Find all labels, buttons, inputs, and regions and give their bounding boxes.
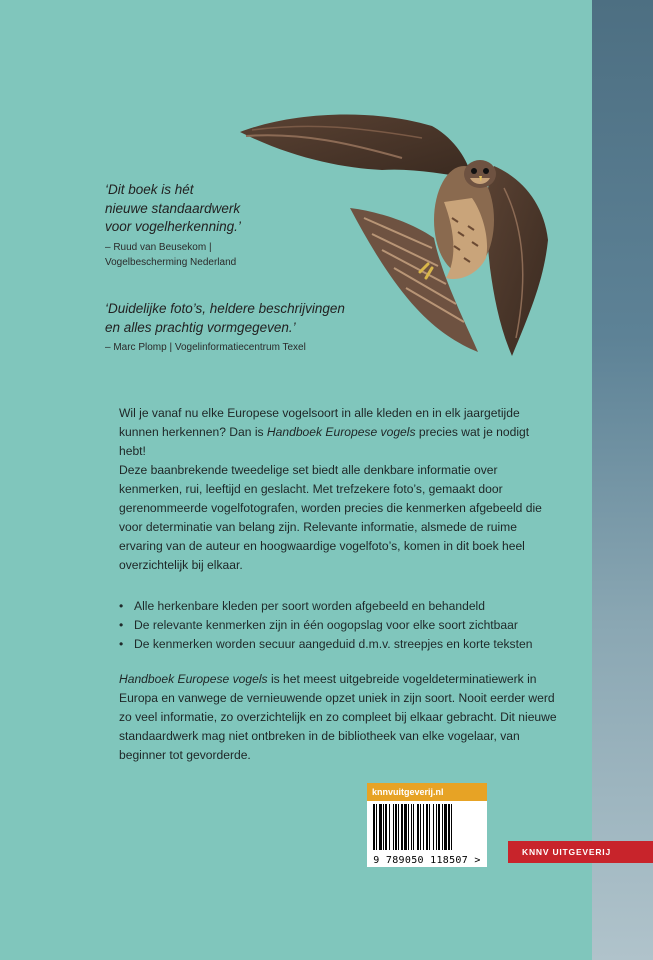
feature-list (119, 597, 559, 654)
quote-line: en alles prachtig vormgegeven.’ (105, 319, 296, 335)
publisher-url[interactable]: knnvuitgeverij.nl (367, 783, 487, 801)
barcode-bar (442, 804, 443, 850)
spine-strip (592, 0, 653, 960)
barcode-bar (426, 804, 428, 850)
intro-paragraph: Wil je vanaf nu elke Europese vogelsoort in alle kleden en in elk jaargetijde kunnen herkennen? Dan is Handboek Europese vogels precies wat je nodigt hebt! (119, 406, 530, 458)
barcode-bar (436, 804, 437, 850)
barcode-bar (423, 804, 424, 850)
barcode-bar (433, 804, 434, 850)
barcode-bar (451, 804, 452, 850)
closing-paragraph: Handboek Europese vogels is het meest uitgebreide vogeldeterminatiewerk in Europa en vanwege de vernieuwende opzet uniek in zijn soort. Nooit eerder werd zo veel informatie, zo overzichtelijk en zo compleet bij elkaar gebracht. Dit nieuwe standaardwerk mag niet ontbreken in de bibliotheek van elke vogelaar, van beginner tot gevorderde. (119, 672, 557, 762)
book-title: Handboek Europese vogels (119, 672, 268, 686)
publisher-logo: KNNV UITGEVERIJ (508, 841, 653, 863)
barcode-bar (413, 804, 414, 850)
barcode-bar (373, 804, 375, 850)
quote-1 (105, 181, 355, 270)
barcode-bar (385, 804, 387, 850)
list-item: • De relevante kenmerken zijn in één oogopslag voor elke soort zichtbaar (119, 616, 559, 635)
barcode-bar (404, 804, 407, 850)
barcode-bar (420, 804, 421, 850)
barcode-icon (371, 804, 483, 852)
isbn-number: 9 789050 118507 > (373, 855, 481, 866)
barcode-bar (448, 804, 450, 850)
barcode-bar (389, 804, 390, 850)
barcode-bar (444, 804, 447, 850)
book-title: Handboek Europese vogels (266, 425, 416, 439)
list-item: • Alle herkenbare kleden per soort worden afgebeeld en behandeld (119, 597, 559, 616)
barcode-bar (376, 804, 377, 850)
barcode-bar (393, 804, 394, 850)
description-paragraph: Deze baanbrekende tweedelige set biedt alle denkbare informatie over kenmerken, rui, leeftijd en geslacht. Met trefzekere foto’s, gemaakt door gerenommeerde vogelfotografen, worden precies die kenmerken afgebeeld die voor determinatie van belang zijn. Relevante informatie, alsmede de ruime ervaring van de auteur en hoogwaardige vogelfoto’s, komen in dit boek heel overzichtelijk bij elkaar. (119, 463, 542, 572)
quote-line: voor vogelherkenning.’ (105, 219, 241, 235)
quote-author: – Marc Plomp | Vogelinformatiecentrum Texel (105, 342, 306, 354)
barcode-bar (379, 804, 382, 850)
barcode-bar (398, 804, 399, 850)
list-item: • De kenmerken worden secuur aangeduid d.m.v. streepjes en korte teksten (119, 635, 559, 654)
barcode-bar (383, 804, 384, 850)
barcode-bar (438, 804, 440, 850)
barcode-bar (395, 804, 397, 850)
barcode-bar (429, 804, 430, 850)
barcode-bar (411, 804, 412, 850)
quote-2 (105, 300, 405, 355)
barcode-block (367, 783, 487, 867)
quote-line: nieuwe standaardwerk (105, 200, 241, 216)
quote-author: – Ruud van Beusekom | Vogelbescherming Nederland (105, 241, 237, 268)
quote-line: ‘Dit boek is hét (105, 182, 194, 197)
barcode-bar (408, 804, 409, 850)
barcode-bar (401, 804, 403, 850)
quote-line: ‘Duidelijke foto’s, heldere beschrijvingen (105, 301, 345, 316)
barcode-bar (417, 804, 419, 850)
